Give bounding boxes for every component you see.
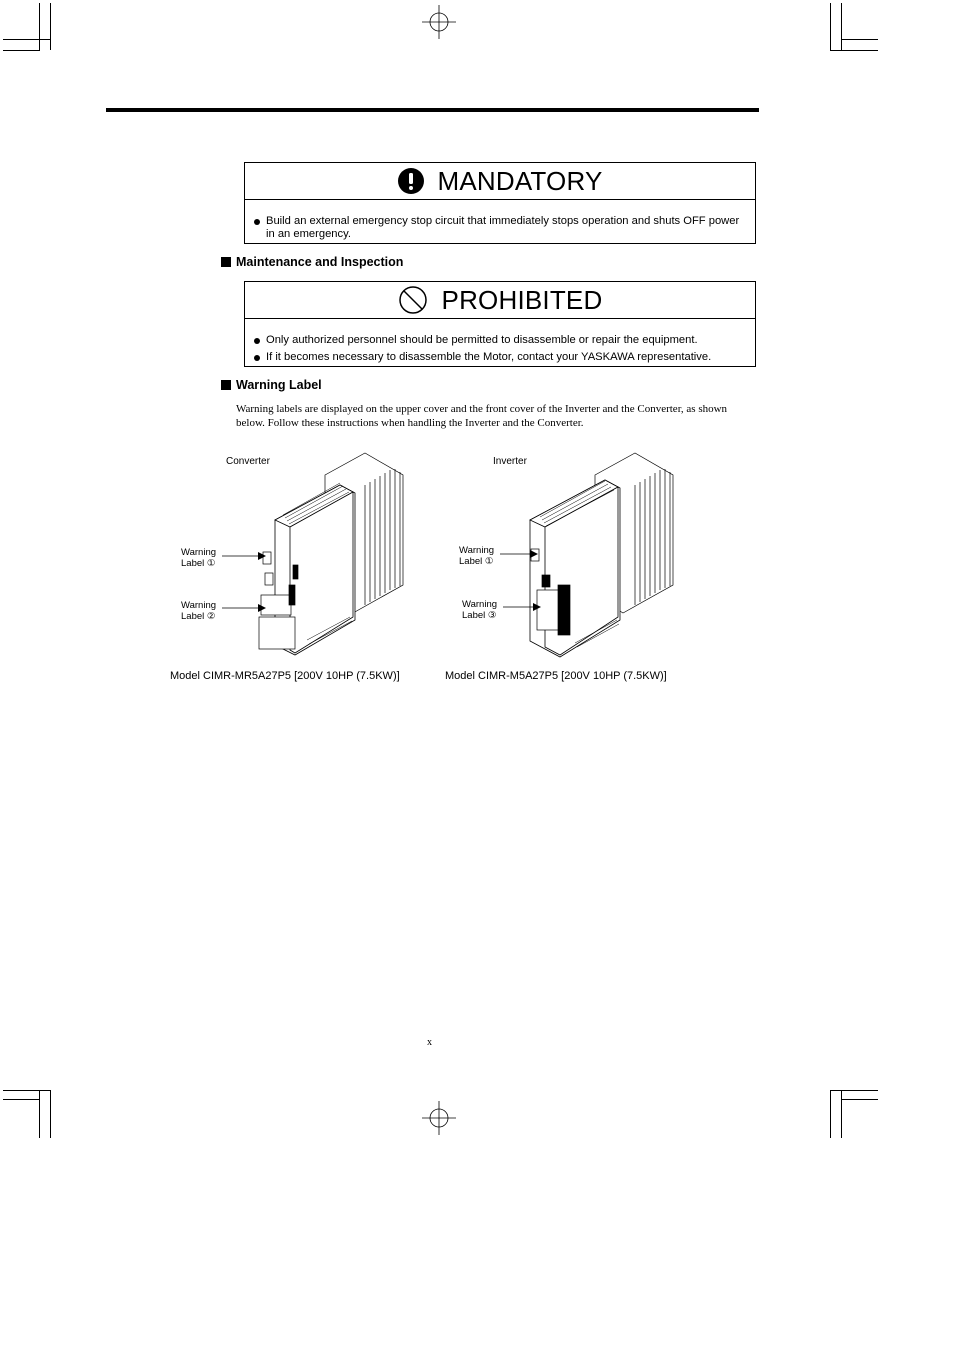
label-text: Label — [181, 558, 205, 569]
registration-mark-bottom — [422, 1101, 456, 1135]
label-line — [181, 611, 216, 622]
crop-mark-top-left-h2 — [3, 39, 51, 40]
label-number: ① — [484, 556, 494, 567]
crop-mark-bottom-right-v — [830, 1090, 831, 1138]
prohibited-header — [245, 282, 755, 319]
mandatory-title: MANDATORY — [437, 165, 603, 196]
converter-caption: Model CIMR-MR5A27P5 [200V 10HP (7.5KW)] — [170, 670, 400, 682]
inverter-warning-label-1 — [459, 545, 494, 567]
crop-mark-top-right-v2 — [841, 3, 842, 51]
inverter-title: Inverter — [493, 456, 527, 467]
prohibited-box — [244, 281, 756, 367]
label-number: ③ — [487, 610, 497, 621]
crop-mark-bottom-left-h2 — [3, 1099, 40, 1100]
list-item: Build an external emergency stop circuit that immediately stops operation and shuts OFF power in an emergency. — [245, 215, 751, 241]
warning-text: Warning — [459, 545, 495, 556]
label-line — [462, 610, 497, 621]
inverter-arrow-3 — [503, 599, 543, 615]
crop-mark-bottom-left-v — [50, 1090, 51, 1138]
label-line — [459, 556, 494, 567]
crop-mark-top-right-h — [830, 50, 878, 51]
crop-mark-bottom-left-h — [3, 1090, 51, 1091]
converter-warning-label-2 — [181, 600, 216, 622]
inverter-warning-label-3 — [462, 599, 497, 621]
warning-label-heading-text: Warning Label — [236, 378, 322, 392]
inverter-arrow-1 — [500, 546, 540, 562]
crop-mark-bottom-left-v2 — [39, 1090, 40, 1138]
mandatory-list — [245, 200, 755, 241]
crop-mark-top-left-v — [50, 3, 51, 50]
prohibited-list — [245, 319, 755, 364]
label-text: Label — [459, 556, 483, 567]
warning-label-heading — [221, 378, 322, 392]
mandatory-header — [245, 163, 755, 200]
warning-label-paragraph: Warning labels are displayed on the upper cover and the front cover of the Inverter and the Converter, as shown below. Follow these instructions when handling the Inverter and the Converter. — [236, 403, 728, 429]
registration-mark-top — [422, 5, 456, 39]
list-item: If it becomes necessary to disassemble the Motor, contact your YASKAWA representative. — [245, 351, 755, 364]
maintenance-heading — [221, 255, 403, 269]
crop-mark-top-right-v — [830, 3, 831, 50]
list-item: Only authorized personnel should be permitted to disassemble or repair the equipment. — [245, 334, 755, 347]
mandatory-box — [244, 162, 756, 244]
converter-title: Converter — [226, 456, 270, 467]
label-line — [181, 558, 216, 569]
label-number: ① — [206, 558, 216, 569]
crop-mark-top-right-h2 — [841, 39, 878, 40]
crop-mark-bottom-right-h2 — [841, 1099, 878, 1100]
converter-arrow-2 — [222, 600, 268, 616]
exclamation-icon — [397, 167, 425, 195]
converter-warning-label-1 — [181, 547, 216, 569]
label-text: Label — [462, 610, 486, 621]
warning-text: Warning — [181, 600, 217, 611]
prohibited-icon — [398, 285, 428, 315]
crop-mark-top-left-v2 — [39, 3, 40, 51]
converter-arrow-1 — [222, 548, 268, 564]
square-bullet-icon — [221, 380, 231, 390]
crop-mark-top-left-h — [3, 50, 40, 51]
inverter-caption: Model CIMR-M5A27P5 [200V 10HP (7.5KW)] — [445, 670, 667, 682]
prohibited-title: PROHIBITED — [441, 284, 603, 315]
label-number: ② — [206, 611, 216, 622]
square-bullet-icon — [221, 257, 231, 267]
maintenance-heading-text: Maintenance and Inspection — [236, 255, 404, 269]
crop-mark-bottom-right-v2 — [841, 1090, 842, 1138]
warning-text: Warning — [181, 547, 217, 558]
page-number: x — [427, 1037, 432, 1048]
crop-mark-bottom-right-h — [830, 1090, 878, 1091]
header-rule — [106, 108, 759, 112]
label-text: Label — [181, 611, 205, 622]
warning-text: Warning — [462, 599, 498, 610]
